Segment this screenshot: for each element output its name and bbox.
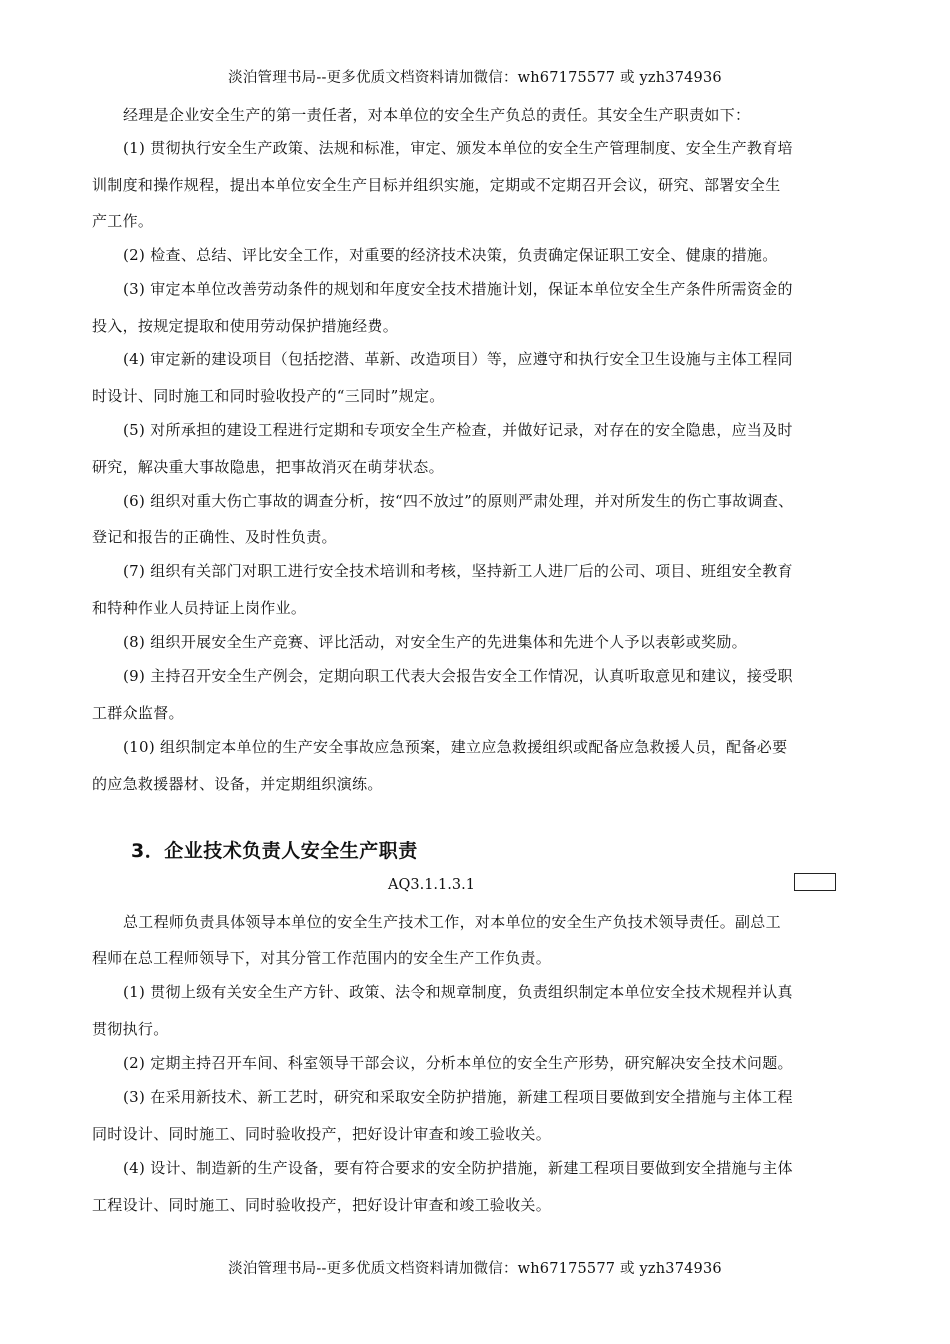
- page-footer: 淡泊管理书局--更多优质文档资料请加微信：wh67175577 或 yzh374936: [228, 1261, 722, 1277]
- section-3-heading: 3．企业技术负责人安全生产职责: [131, 840, 418, 862]
- paragraph-line: (4) 审定新的建设项目（包括挖潜、革新、改造项目）等，应遵守和执行安全卫生设施与主体工程同: [123, 350, 793, 368]
- paragraph-line: (3) 在采用新技术、新工艺时，研究和采取安全防护措施，新建工程项目要做到安全措施与主体工程: [123, 1088, 793, 1106]
- paragraph-line: (3) 审定本单位改善劳动条件的规划和年度安全技术措施计划，保证本单位安全生产条件所需资金的: [123, 280, 793, 298]
- page-header: 淡泊管理书局--更多优质文档资料请加微信：wh67175577 或 yzh374936: [228, 70, 722, 86]
- paragraph-line: (5) 对所承担的建设工程进行定期和专项安全生产检查，并做好记录，对存在的安全隐患，应当及时: [123, 421, 793, 439]
- paragraph-line: 训制度和操作规程，提出本单位安全生产目标并组织实施，定期或不定期召开会议，研究、部署安全生: [92, 176, 781, 194]
- code-checkbox-box: [794, 873, 836, 891]
- paragraph-line: (2) 定期主持召开车间、科室领导干部会议，分析本单位的安全生产形势，研究解决安全技术问题。: [123, 1054, 793, 1072]
- paragraph-line: (6) 组织对重大伤亡事故的调查分析，按“四不放过”的原则严肃处理，并对所发生的伤亡事故调查、: [123, 492, 794, 510]
- paragraph-line: 经理是企业安全生产的第一责任者，对本单位的安全生产负总的责任。其安全生产职责如下：: [123, 106, 751, 124]
- paragraph-line: (1) 贯彻执行安全生产政策、法规和标准，审定、颁发本单位的安全生产管理制度、安全生产教育培: [123, 139, 793, 157]
- paragraph-line: 研究，解决重大事故隐患，把事故消灭在萌芽状态。: [92, 458, 444, 476]
- paragraph-line: 总工程师负责具体领导本单位的安全生产技术工作，对本单位的安全生产负技术领导责任。副总工: [123, 913, 781, 931]
- paragraph-line: (9) 主持召开安全生产例会，定期向职工代表大会报告安全工作情况，认真听取意见和建议，接受职: [123, 667, 793, 685]
- paragraph-line: (10) 组织制定本单位的生产安全事故应急预案，建立应急救援组织或配备应急救援人员，配备必要: [123, 738, 788, 756]
- document-code: AQ3.1.1.3.1: [388, 877, 475, 893]
- paragraph-line: (4) 设计、制造新的生产设备，要有符合要求的安全防护措施，新建工程项目要做到安全措施与主体: [123, 1159, 793, 1177]
- paragraph-line: 贯彻执行。: [92, 1020, 169, 1038]
- paragraph-line: 投入，按规定提取和使用劳动保护措施经费。: [92, 317, 399, 335]
- paragraph-line: 的应急救援器材、设备，并定期组织演练。: [92, 775, 383, 793]
- paragraph-line: (7) 组织有关部门对职工进行安全技术培训和考核，坚持新工人进厂后的公司、项目、班组安全教育: [123, 562, 793, 580]
- paragraph-line: 时设计、同时施工和同时验收投产的“三同时”规定。: [92, 387, 445, 405]
- paragraph-line: 产工作。: [92, 212, 154, 230]
- paragraph-line: 工群众监督。: [92, 704, 184, 722]
- paragraph-line: 程师在总工程师领导下，对其分管工作范围内的安全生产工作负责。: [92, 949, 552, 967]
- paragraph-line: (1) 贯彻上级有关安全生产方针、政策、法令和规章制度，负责组织制定本单位安全技术规程并认真: [123, 983, 793, 1001]
- paragraph-line: 工程设计、同时施工、同时验收投产，把好设计审查和竣工验收关。: [92, 1196, 552, 1214]
- paragraph-line: (8) 组织开展安全生产竞赛、评比活动，对安全生产的先进集体和先进个人予以表彰或奖励。: [123, 633, 747, 651]
- paragraph-line: 同时设计、同时施工、同时验收投产，把好设计审查和竣工验收关。: [92, 1125, 552, 1143]
- paragraph-line: 登记和报告的正确性、及时性负责。: [92, 528, 337, 546]
- paragraph-line: 和特种作业人员持证上岗作业。: [92, 599, 307, 617]
- paragraph-line: (2) 检查、总结、评比安全工作，对重要的经济技术决策，负责确定保证职工安全、健康的措施。: [123, 246, 778, 264]
